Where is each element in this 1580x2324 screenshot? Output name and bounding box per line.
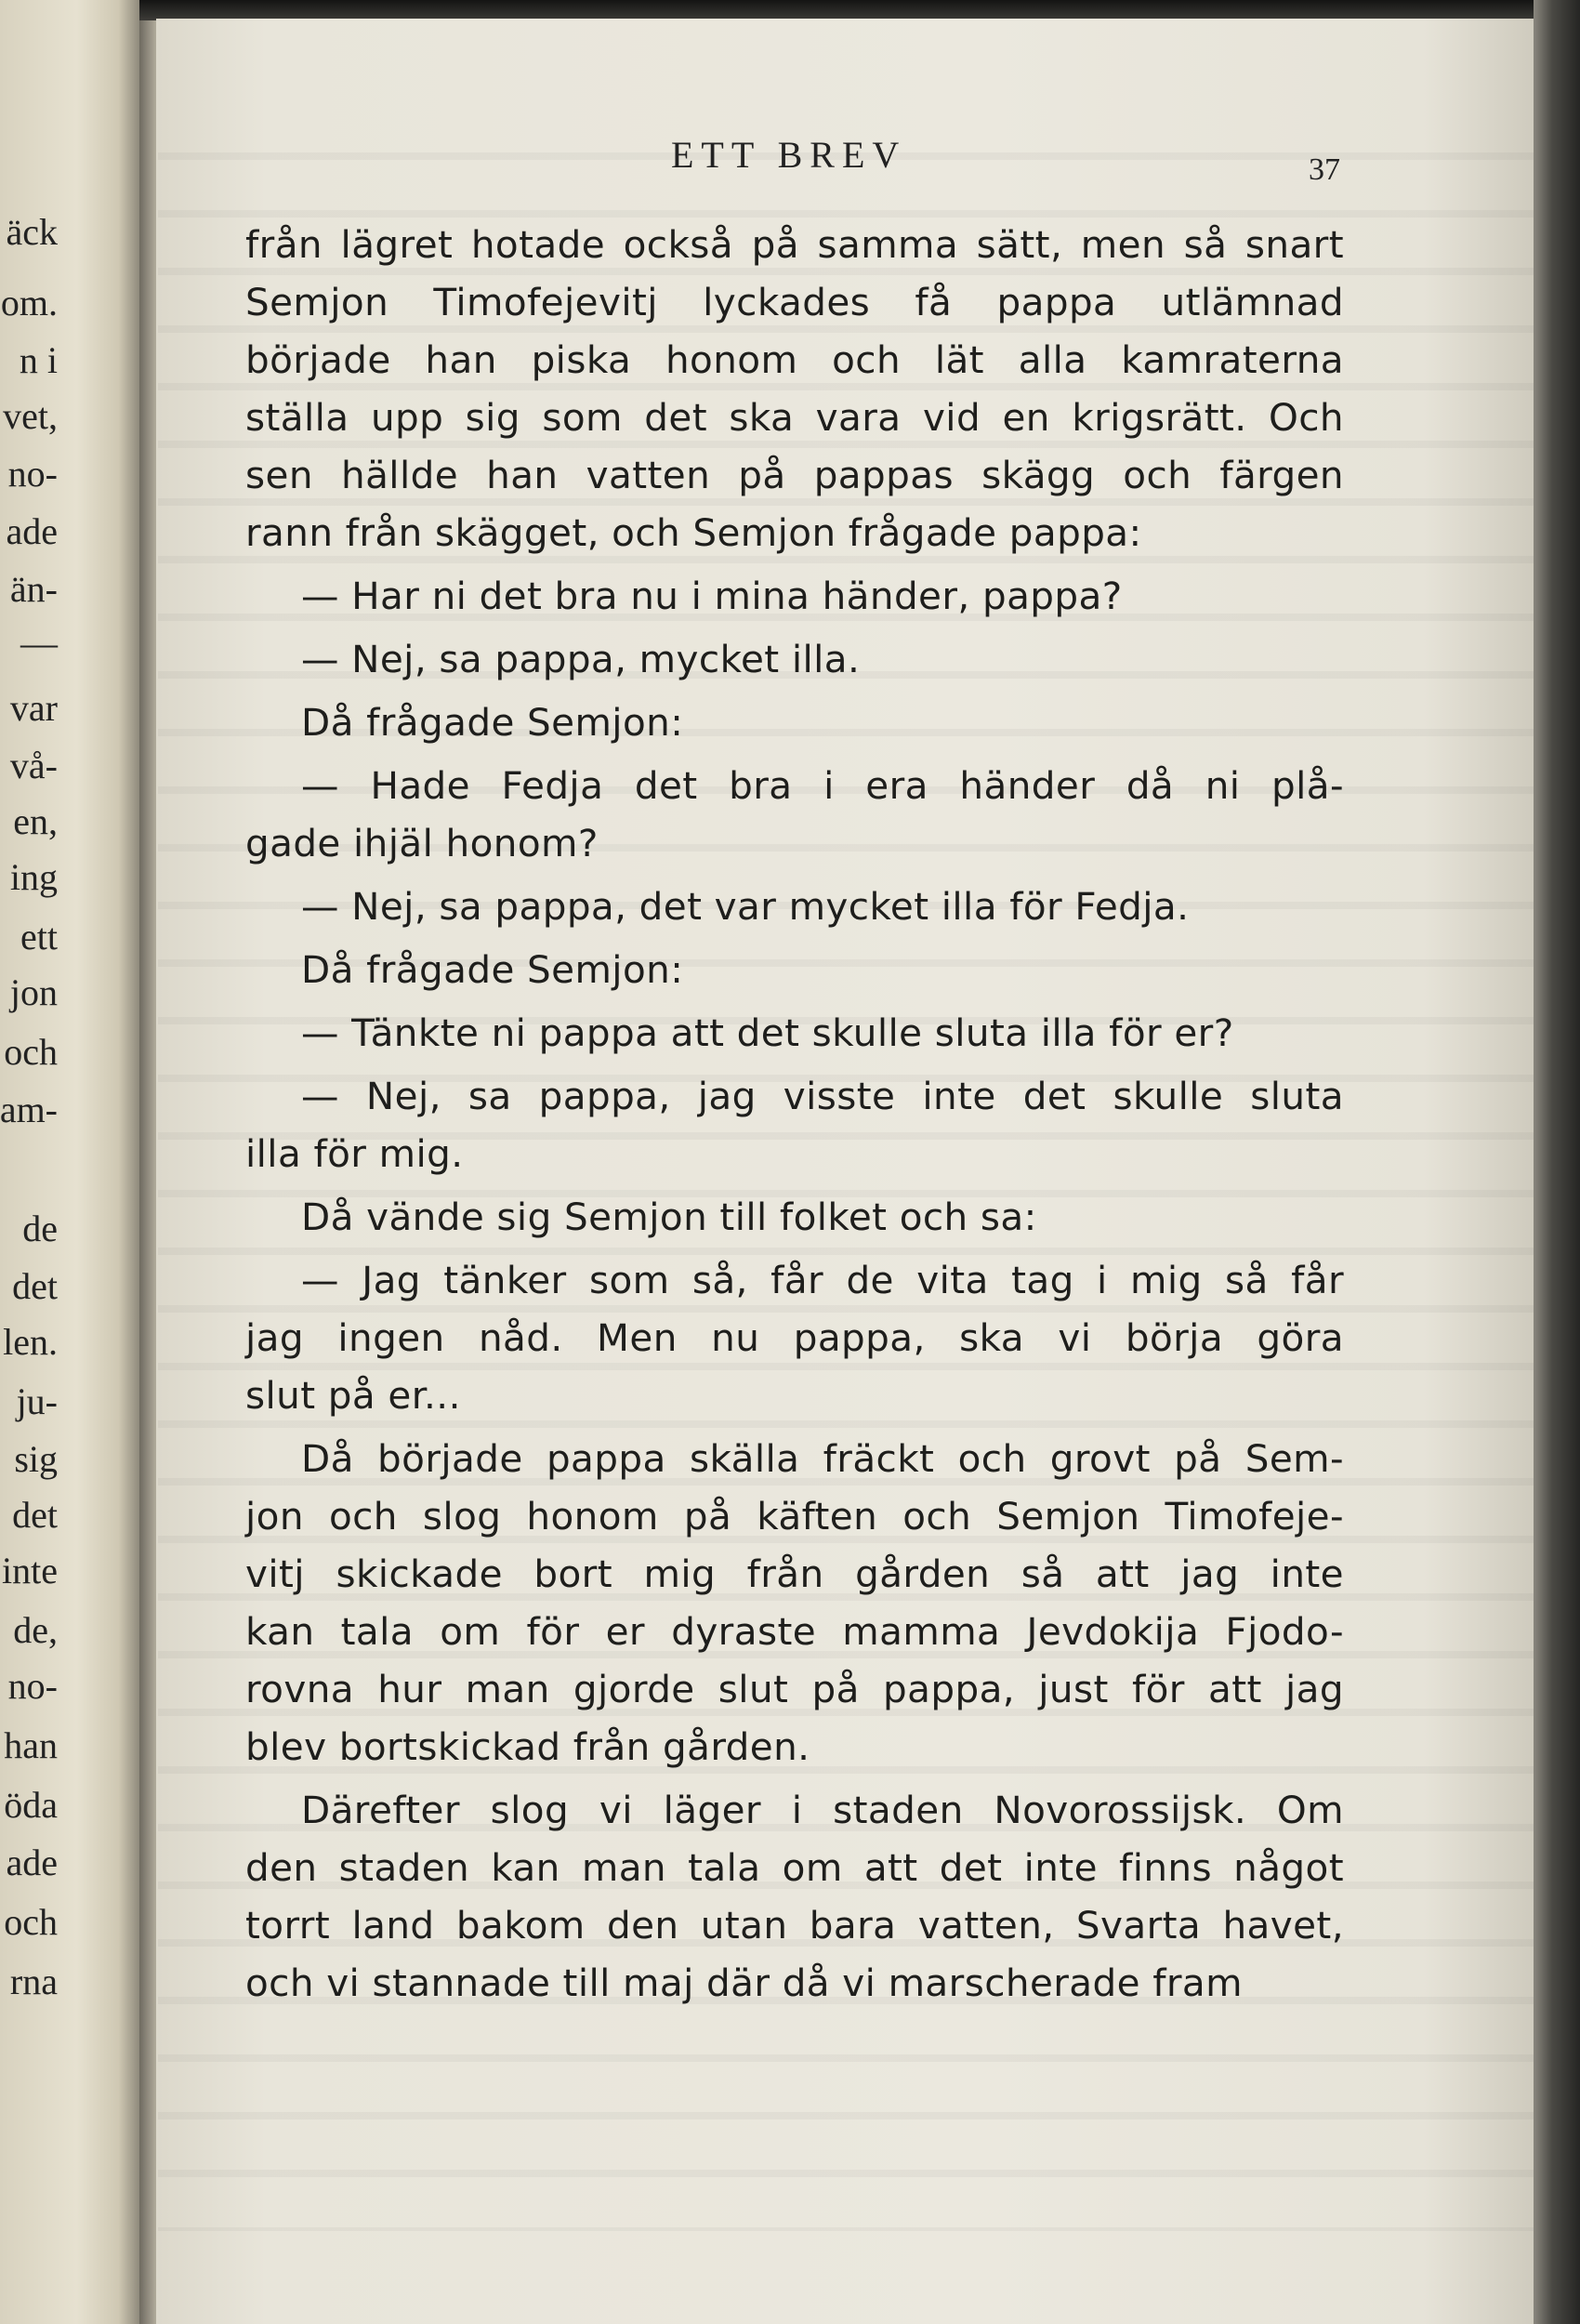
- paragraph: [245, 1004, 1344, 1062]
- previous-page-fragment: ade: [6, 1842, 58, 1883]
- text-line: Därefter slog vi läger i staden Novorossijsk. Om: [301, 1788, 1344, 1832]
- text-line: jon och slog honom på käften och Semjon Timofeje-: [245, 1494, 1344, 1538]
- page-number: 37: [1309, 152, 1340, 187]
- previous-page-fragment: —: [20, 622, 58, 664]
- paragraph: [245, 567, 1344, 625]
- previous-page-fragment: len.: [3, 1321, 58, 1363]
- paragraph: [245, 878, 1344, 935]
- previous-page-fragment: om.: [0, 282, 58, 324]
- previous-page-fragment: det: [12, 1494, 58, 1536]
- previous-page-fragment: am-: [0, 1089, 58, 1130]
- text-line: illa för mig.: [245, 1131, 464, 1176]
- previous-page-fragment: öda: [4, 1784, 58, 1826]
- text-line: den staden kan man tala om att det inte finns något: [245, 1845, 1344, 1890]
- text-line: — Har ni det bra nu i mina händer, pappa?: [301, 574, 1123, 618]
- paragraph: [245, 757, 1344, 872]
- text-line: och vi stannade till maj där då vi marscherade fram: [245, 1961, 1244, 2005]
- book-right-edge: [1534, 0, 1580, 2324]
- text-line: kan tala om för er dyraste mamma Jevdokija Fjodo-: [245, 1609, 1344, 1654]
- previous-page-fragment: n i: [19, 339, 58, 381]
- text-line: sen hällde han vatten på pappas skägg och färgen: [245, 453, 1344, 497]
- text-line: från lägret hotade också på samma sätt, men så snart: [245, 222, 1344, 267]
- paragraph: [245, 1251, 1344, 1424]
- paragraph: [245, 1430, 1344, 1776]
- paragraph: [245, 1781, 1344, 2012]
- paragraph: [245, 216, 1344, 561]
- paragraph: [245, 1188, 1344, 1246]
- book-top-edge: [139, 0, 1580, 20]
- text-line: vitj skickade bort mig från gården så att jag inte: [245, 1552, 1344, 1596]
- text-line: — Jag tänker som så, får de vita tag i mig så får: [301, 1258, 1344, 1302]
- previous-page-fragment: ett: [20, 916, 58, 957]
- previous-page-fragment: jon: [9, 971, 58, 1013]
- paragraph: [245, 693, 1344, 751]
- text-line: torrt land bakom den utan bara vatten, Svarta havet,: [245, 1903, 1344, 1948]
- previous-page-fragment: och: [4, 1901, 58, 1943]
- text-line: — Nej, sa pappa, det var mycket illa för Fedja.: [301, 884, 1190, 929]
- running-head: ETT BREV: [671, 134, 907, 176]
- previous-page-fragment: no-: [7, 1665, 58, 1707]
- previous-page-edge: [0, 0, 139, 2324]
- text-line: började han piska honom och lät alla kamraterna: [245, 337, 1344, 382]
- text-line: — Nej, sa pappa, jag visste inte det skulle sluta: [301, 1074, 1344, 1118]
- previous-page-fragment: ju-: [16, 1380, 58, 1422]
- text-line: — Tänkte ni pappa att det skulle sluta illa för er?: [301, 1010, 1234, 1055]
- paragraph: [245, 1067, 1344, 1182]
- previous-page-fragment: no-: [7, 453, 58, 495]
- text-line: slut på er...: [245, 1373, 461, 1418]
- paragraph: [245, 630, 1344, 688]
- text-line: Då frågade Semjon:: [301, 700, 684, 745]
- previous-page-fragment: sig: [14, 1438, 58, 1480]
- text-line: jag ingen nåd. Men nu pappa, ska vi börja göra: [245, 1315, 1344, 1360]
- text-line: — Nej, sa pappa, mycket illa.: [301, 637, 861, 681]
- previous-page-fragment: de,: [13, 1609, 58, 1651]
- text-line: Semjon Timofejevitj lyckades få pappa utlämnad: [245, 280, 1344, 324]
- text-line: Då frågade Semjon:: [301, 947, 684, 992]
- previous-page-fragment: och: [4, 1031, 58, 1073]
- text-line: Då började pappa skälla fräckt och grovt på Sem-: [301, 1436, 1344, 1481]
- text-line: blev bortskickad från gården.: [245, 1724, 810, 1769]
- previous-page-fragment: inte: [2, 1550, 58, 1591]
- previous-page-fragment: rna: [9, 1961, 58, 2002]
- previous-page-fragment: vet,: [3, 395, 58, 437]
- previous-page-fragment: han: [4, 1724, 58, 1766]
- paragraph: [245, 941, 1344, 998]
- text-line: gade ihjäl honom?: [245, 821, 599, 865]
- page-body-text: [245, 216, 1344, 2012]
- previous-page-fragment: en,: [13, 800, 58, 842]
- text-line: ställa upp sig som det ska vara vid en krigsrätt. Och: [245, 395, 1344, 440]
- text-line: rann från skägget, och Semjon frågade pappa:: [245, 510, 1142, 555]
- previous-page-fragment: var: [9, 687, 58, 729]
- book-gutter: [139, 0, 158, 2324]
- previous-page-fragment: ing: [9, 856, 58, 898]
- text-line: rovna hur man gjorde slut på pappa, just för att jag: [245, 1667, 1344, 1711]
- previous-page-fragment: de: [22, 1208, 58, 1249]
- text-line: — Hade Fedja det bra i era händer då ni plå-: [301, 763, 1344, 808]
- previous-page-fragment: än-: [9, 568, 58, 610]
- previous-page-fragment: ade: [6, 510, 58, 552]
- previous-page-fragment: vå-: [9, 745, 58, 786]
- previous-page-fragment: det: [12, 1265, 58, 1307]
- text-line: Då vände sig Semjon till folket och sa:: [301, 1195, 1037, 1239]
- previous-page-fragment: äck: [6, 211, 58, 253]
